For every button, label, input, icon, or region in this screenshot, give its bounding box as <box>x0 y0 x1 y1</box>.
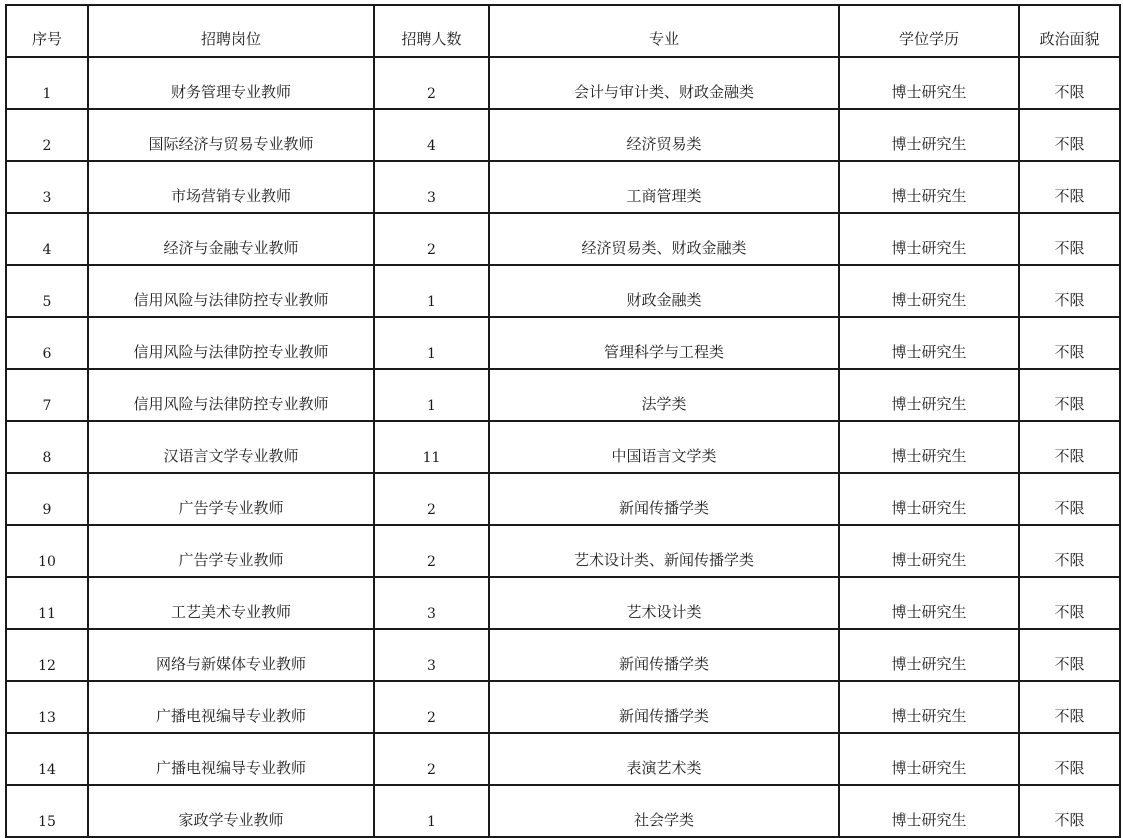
table-row <box>6 161 1120 213</box>
political-status-cell: 不限 <box>1019 473 1120 525</box>
table-row <box>6 265 1120 317</box>
major-cell: 艺术设计类、新闻传播学类 <box>489 525 839 577</box>
position-cell: 广告学专业教师 <box>88 473 374 525</box>
table-header <box>6 5 1120 57</box>
serial-number-cell: 13 <box>6 681 88 733</box>
serial-number-cell: 15 <box>6 785 88 837</box>
major-cell: 表演艺术类 <box>489 733 839 785</box>
table-row <box>6 57 1120 109</box>
political-status-cell: 不限 <box>1019 629 1120 681</box>
headcount-cell: 1 <box>374 265 489 317</box>
table-row <box>6 473 1120 525</box>
major-cell: 经济贸易类 <box>489 109 839 161</box>
header-major: 专业 <box>489 5 839 57</box>
table-row <box>6 109 1120 161</box>
table-row <box>6 629 1120 681</box>
major-cell: 新闻传播学类 <box>489 629 839 681</box>
major-cell: 艺术设计类 <box>489 577 839 629</box>
headcount-cell: 1 <box>374 785 489 837</box>
headcount-cell: 1 <box>374 317 489 369</box>
header-headcount: 招聘人数 <box>374 5 489 57</box>
headcount-cell: 3 <box>374 161 489 213</box>
position-cell: 信用风险与法律防控专业教师 <box>88 265 374 317</box>
table-row <box>6 681 1120 733</box>
serial-number-cell: 9 <box>6 473 88 525</box>
headcount-cell: 2 <box>374 733 489 785</box>
political-status-cell: 不限 <box>1019 577 1120 629</box>
serial-number-cell: 7 <box>6 369 88 421</box>
table-row <box>6 369 1120 421</box>
table-row <box>6 785 1120 837</box>
political-status-cell: 不限 <box>1019 109 1120 161</box>
serial-number-cell: 2 <box>6 109 88 161</box>
political-status-cell: 不限 <box>1019 265 1120 317</box>
headcount-cell: 11 <box>374 421 489 473</box>
headcount-cell: 2 <box>374 681 489 733</box>
header-row <box>6 5 1120 57</box>
table-row <box>6 525 1120 577</box>
political-status-cell: 不限 <box>1019 161 1120 213</box>
headcount-cell: 4 <box>374 109 489 161</box>
position-cell: 广播电视编导专业教师 <box>88 681 374 733</box>
major-cell: 管理科学与工程类 <box>489 317 839 369</box>
headcount-cell: 1 <box>374 369 489 421</box>
political-status-cell: 不限 <box>1019 525 1120 577</box>
headcount-cell: 3 <box>374 629 489 681</box>
serial-number-cell: 12 <box>6 629 88 681</box>
degree-cell: 博士研究生 <box>839 213 1019 265</box>
major-cell: 中国语言文学类 <box>489 421 839 473</box>
headcount-cell: 2 <box>374 213 489 265</box>
position-cell: 市场营销专业教师 <box>88 161 374 213</box>
recruitment-table-container <box>5 4 1119 838</box>
position-cell: 汉语言文学专业教师 <box>88 421 374 473</box>
degree-cell: 博士研究生 <box>839 473 1019 525</box>
header-degree: 学位学历 <box>839 5 1019 57</box>
major-cell: 财政金融类 <box>489 265 839 317</box>
position-cell: 网络与新媒体专业教师 <box>88 629 374 681</box>
major-cell: 工商管理类 <box>489 161 839 213</box>
degree-cell: 博士研究生 <box>839 57 1019 109</box>
degree-cell: 博士研究生 <box>839 733 1019 785</box>
serial-number-cell: 10 <box>6 525 88 577</box>
position-cell: 工艺美术专业教师 <box>88 577 374 629</box>
degree-cell: 博士研究生 <box>839 369 1019 421</box>
recruitment-table <box>5 4 1121 838</box>
degree-cell: 博士研究生 <box>839 681 1019 733</box>
serial-number-cell: 6 <box>6 317 88 369</box>
table-body <box>6 57 1120 837</box>
political-status-cell: 不限 <box>1019 785 1120 837</box>
serial-number-cell: 5 <box>6 265 88 317</box>
major-cell: 新闻传播学类 <box>489 473 839 525</box>
degree-cell: 博士研究生 <box>839 629 1019 681</box>
political-status-cell: 不限 <box>1019 681 1120 733</box>
political-status-cell: 不限 <box>1019 213 1120 265</box>
major-cell: 社会学类 <box>489 785 839 837</box>
position-cell: 家政学专业教师 <box>88 785 374 837</box>
header-political-status: 政治面貌 <box>1019 5 1120 57</box>
serial-number-cell: 8 <box>6 421 88 473</box>
serial-number-cell: 11 <box>6 577 88 629</box>
table-row <box>6 733 1120 785</box>
degree-cell: 博士研究生 <box>839 317 1019 369</box>
table-row <box>6 577 1120 629</box>
position-cell: 信用风险与法律防控专业教师 <box>88 369 374 421</box>
political-status-cell: 不限 <box>1019 733 1120 785</box>
serial-number-cell: 3 <box>6 161 88 213</box>
degree-cell: 博士研究生 <box>839 109 1019 161</box>
headcount-cell: 2 <box>374 473 489 525</box>
position-cell: 经济与金融专业教师 <box>88 213 374 265</box>
headcount-cell: 3 <box>374 577 489 629</box>
headcount-cell: 2 <box>374 57 489 109</box>
serial-number-cell: 14 <box>6 733 88 785</box>
table-row <box>6 213 1120 265</box>
major-cell: 会计与审计类、财政金融类 <box>489 57 839 109</box>
position-cell: 国际经济与贸易专业教师 <box>88 109 374 161</box>
table-row <box>6 421 1120 473</box>
headcount-cell: 2 <box>374 525 489 577</box>
major-cell: 新闻传播学类 <box>489 681 839 733</box>
position-cell: 信用风险与法律防控专业教师 <box>88 317 374 369</box>
table-row <box>6 317 1120 369</box>
header-position: 招聘岗位 <box>88 5 374 57</box>
position-cell: 广告学专业教师 <box>88 525 374 577</box>
political-status-cell: 不限 <box>1019 317 1120 369</box>
political-status-cell: 不限 <box>1019 421 1120 473</box>
serial-number-cell: 1 <box>6 57 88 109</box>
degree-cell: 博士研究生 <box>839 525 1019 577</box>
serial-number-cell: 4 <box>6 213 88 265</box>
degree-cell: 博士研究生 <box>839 577 1019 629</box>
political-status-cell: 不限 <box>1019 57 1120 109</box>
major-cell: 法学类 <box>489 369 839 421</box>
degree-cell: 博士研究生 <box>839 265 1019 317</box>
position-cell: 广播电视编导专业教师 <box>88 733 374 785</box>
degree-cell: 博士研究生 <box>839 785 1019 837</box>
degree-cell: 博士研究生 <box>839 421 1019 473</box>
major-cell: 经济贸易类、财政金融类 <box>489 213 839 265</box>
degree-cell: 博士研究生 <box>839 161 1019 213</box>
position-cell: 财务管理专业教师 <box>88 57 374 109</box>
header-serial-number: 序号 <box>6 5 88 57</box>
political-status-cell: 不限 <box>1019 369 1120 421</box>
